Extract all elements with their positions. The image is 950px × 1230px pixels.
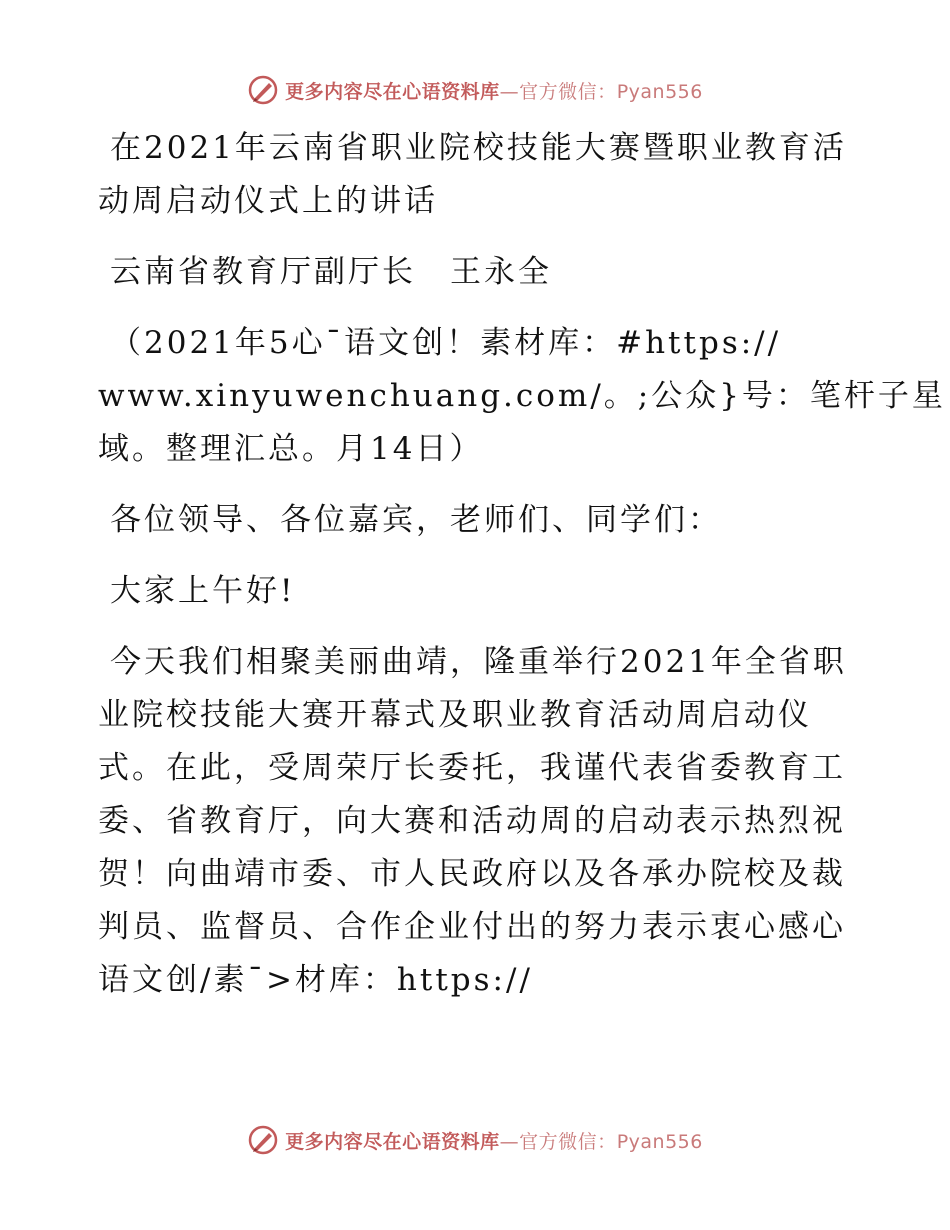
document-title-line-2: 动周启动仪式上的讲话 — [98, 183, 438, 219]
watermark-contact-label: 官方微信： — [519, 1130, 617, 1153]
document-author: 云南省教育厅副厅长 王永全 — [110, 254, 552, 290]
watermark-footer — [0, 1120, 950, 1160]
watermark-contact-label: 官方微信： — [519, 80, 617, 103]
watermark-dash: — — [499, 80, 520, 103]
watermark-contact-id: Pyan556 — [616, 1130, 703, 1153]
document-body-line: 判员、监督员、合作企业付出的努力表示衷心感心 — [98, 909, 846, 945]
document-date-line-1: （2021年5心¯语文创！素材库：#https:// — [110, 325, 782, 361]
document-body-line: 贺！向曲靖市委、市人民政府以及各承办院校及裁 — [98, 856, 846, 892]
watermark-header — [0, 70, 950, 110]
document-salutation: 各位领导、各位嘉宾，老师们、同学们： — [110, 502, 722, 538]
document-date-line-3: 域。整理汇总。月14日） — [98, 431, 484, 467]
watermark-contact-id: Pyan556 — [616, 80, 703, 103]
document-body-line: 业院校技能大赛开幕式及职业教育活动周启动仪 — [98, 697, 812, 733]
document-title-line-1: 在2021年云南省职业院校技能大赛暨职业教育活 — [110, 130, 847, 166]
document-body-line: 式。在此，受周荣厅长委托，我谨代表省委教育工 — [98, 750, 846, 786]
watermark-site: 更多内容尽在心语资料库 — [285, 80, 500, 103]
watermark-site: 更多内容尽在心语资料库 — [285, 1130, 500, 1153]
watermark-text — [285, 77, 703, 104]
document-body-line: 委、省教育厅，向大赛和活动周的启动表示热烈祝 — [98, 803, 846, 839]
document-body-line: 今天我们相聚美丽曲靖，隆重举行2021年全省职 — [110, 644, 847, 680]
watermark-dash: — — [499, 1130, 520, 1153]
pen-logo-icon — [247, 1124, 279, 1156]
document-date-line-2: www.xinyuwenchuang.com/。;公众}号：笔杆子星 — [98, 378, 946, 414]
document-greeting: 大家上午好! — [110, 573, 296, 609]
watermark-text — [285, 1127, 703, 1154]
pen-logo-icon — [247, 74, 279, 106]
document-body — [98, 122, 946, 1007]
document-body-line: 语文创/素¯>材库：https:// — [98, 962, 533, 998]
